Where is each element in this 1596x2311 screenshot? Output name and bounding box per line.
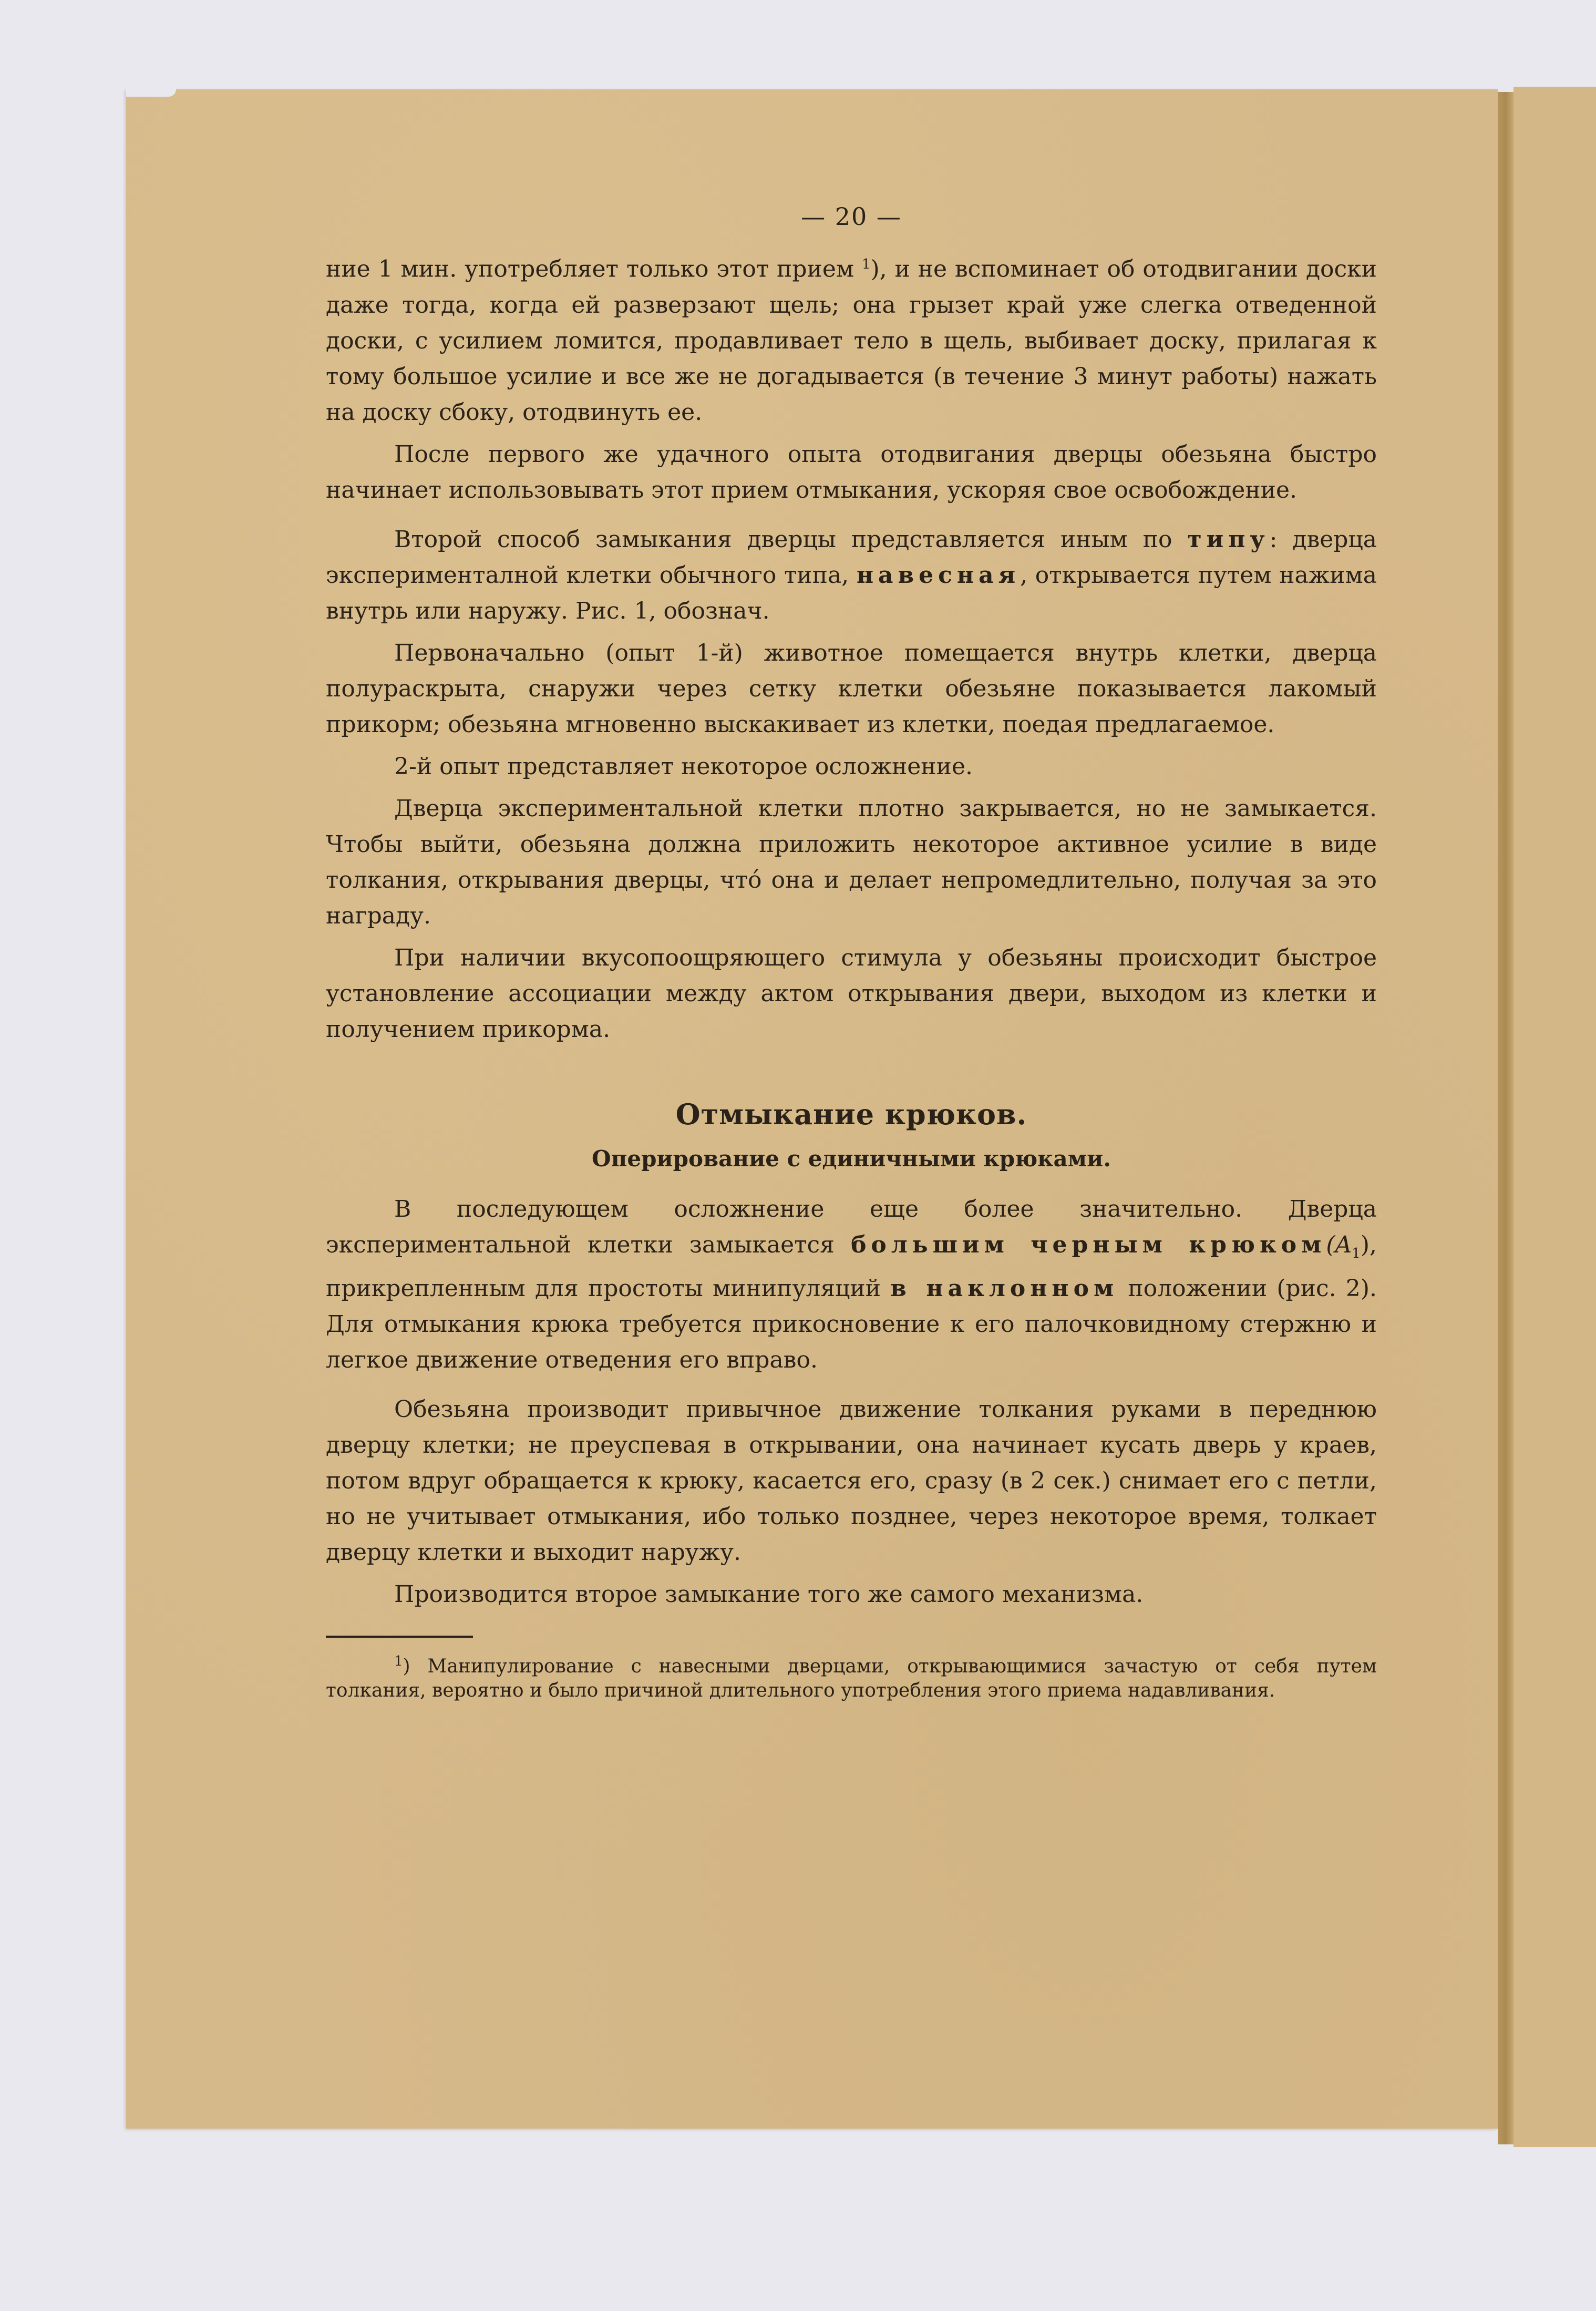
paragraph-3 <box>326 522 1377 629</box>
footnote-ref[interactable]: 1 <box>861 256 871 272</box>
formula-close: ), <box>1360 1231 1377 1258</box>
emphasis-spaced: типу <box>1187 526 1270 553</box>
paragraph-text: положении (рис. 2). Для отмыкания крюка требуется прикосновение к его палочковидному стержню и легкое движение отведения его вправо. <box>326 1275 1377 1374</box>
paragraph-text: В последующем осложнение еще более значительно. Дверца экспериментальной клетки замыкается <box>326 1195 1377 1258</box>
section-heading: Отмыкание крюков. <box>675 1097 1027 1131</box>
footnote-marker: 1 <box>394 1653 403 1670</box>
footnote-divider <box>326 1636 473 1638</box>
page-gutter <box>1498 92 1513 2144</box>
formula <box>1326 1231 1377 1261</box>
page-text <box>326 202 1377 1703</box>
paragraph-text: Первоначально (опыт 1-й) животное помещается внутрь клетки, дверца полураскрыта, снаружи через сетку клетки обезьяне показывается лакомый прикорм; обезьяна мгновенно выскакивает из клетки, поедая предлагаемое. <box>326 639 1377 738</box>
paragraph-text: : дверца эксперименталной клетки обычного типа, <box>326 526 1377 589</box>
paragraph-text: ние 1 мин. употребляет только этот прием <box>326 255 862 283</box>
paragraph-text: Обезьяна производит привычное движение толкания руками в переднюю дверцу клетки; не преуспевая в открывании, она начинает кусать дверь у краев, потом вдруг обращается к крюку, касается его, сразу (в 2 сек.) снимает его с петли, но не учитывает отмыкания, ибо только позднее, через некоторое время, толкает дверцу клетки и выходит наружу. <box>326 1396 1377 1566</box>
paragraph-9 <box>326 1392 1377 1570</box>
paragraph-text: Производится второе замыкание того же самого механизма. <box>394 1581 1144 1608</box>
emphasis-spaced: в наклонном <box>890 1275 1119 1302</box>
paragraph-5 <box>326 749 1377 785</box>
paragraph-10 <box>326 1577 1377 1612</box>
paragraph-text: После первого же удачного опыта отодвигания дверцы обезьяна быстро начинает использовывать этот прием отмыкания, ускоряя свое освобождение. <box>326 440 1377 504</box>
paragraph-text: ), и не вспоминает об отодвигании доски даже тогда, когда ей разверзают щель; она грызет край уже слегка отведенной доски, с усилием ломится, продавливает тело в щель, выбивает доску, прилагая к тому большое усилие и все же не догадывается (в течение 3 минут работы) нажать на доску сбоку, отодвинуть ее. <box>326 255 1377 426</box>
section-subheading: Оперирование с единичными крюками. <box>592 1145 1111 1172</box>
paragraph-text: 2-й опыт представляет некоторое осложнение. <box>394 753 973 780</box>
paragraph-text: При наличии вкусопоощряющего стимула у обезьяны происходит быстрое установление ассоциации между актом открывания двери, выходом из клетки и получением прикорма. <box>326 944 1377 1043</box>
formula-subscript: 1 <box>1352 1245 1361 1261</box>
paragraph-text: Дверца экспериментальной клетки плотно закрывается, но не замыкается. Чтобы выйти, обезьяна должна приложить некоторое активное усилие в виде толкания, открывания дверцы, чтó она и делает непромедлительно, получая за это награду. <box>326 795 1377 929</box>
paragraph-6 <box>326 791 1377 934</box>
page-number: — 20 — <box>801 202 902 231</box>
emphasis-spaced: навесная <box>856 561 1021 589</box>
formula-symbol: (A <box>1326 1231 1352 1258</box>
footnote <box>326 1649 1377 1703</box>
torn-corner <box>126 85 176 97</box>
paragraph-8 <box>326 1192 1377 1379</box>
emphasis-spaced: большим черным крюком <box>851 1231 1326 1258</box>
paragraph-text: прикрепленным для простоты минипуляций <box>326 1275 891 1302</box>
paragraph-7 <box>326 940 1377 1047</box>
adjacent-page-edge <box>1513 87 1596 2147</box>
paragraph-text: , открывается путем нажима внутрь или наружу. Рис. 1, обознач. <box>326 561 1377 624</box>
paragraph-2 <box>326 437 1377 508</box>
paragraph-text: Второй способ замыкания дверцы представляется иным по <box>394 526 1188 553</box>
footnote-text: ) Манипулирование с навесными дверцами, открывающимися зачастую от себя путем толкания, вероятно и было причиной длительного употребления этого приема надавливания. <box>326 1656 1377 1702</box>
paragraph-1 <box>326 246 1377 430</box>
paragraph-4 <box>326 635 1377 743</box>
